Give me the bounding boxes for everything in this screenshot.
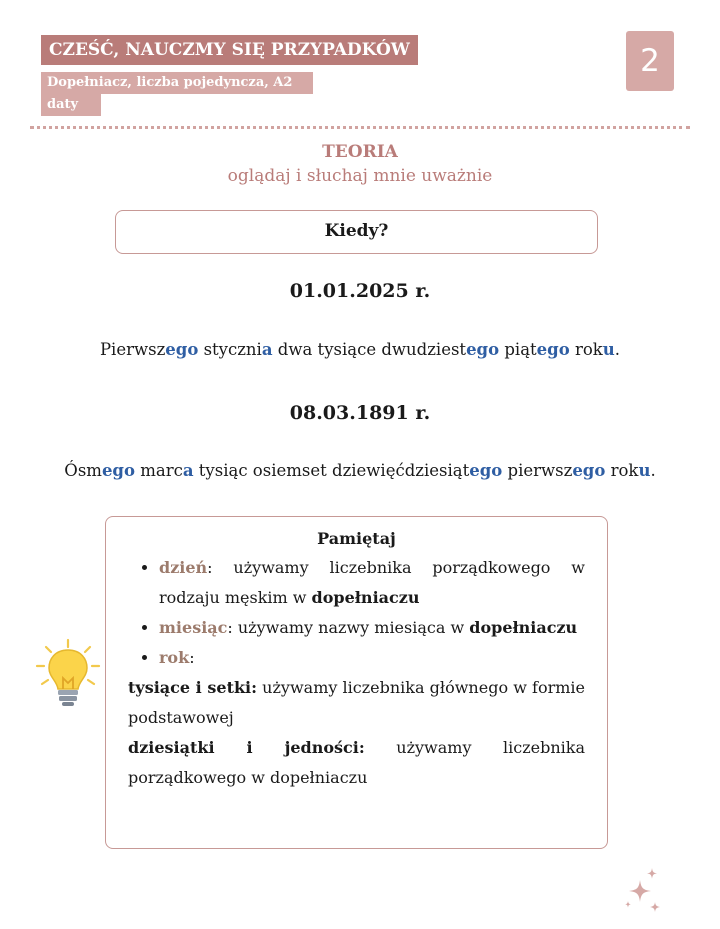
case-ending: ego <box>101 461 135 480</box>
rule-tens-units <box>128 733 585 793</box>
rule-text: : <box>189 648 195 667</box>
rule-thousands-hundreds <box>128 673 585 733</box>
case-ending: ego <box>469 461 503 480</box>
sentence-fragment: rok <box>605 461 639 480</box>
question-label: Kiedy? <box>324 221 389 241</box>
case-ending: a <box>261 340 273 359</box>
case-ending: ego <box>536 340 570 359</box>
rule-keyword: miesiąc <box>159 618 228 637</box>
example-sentence-2 <box>0 461 720 480</box>
page-number: 2 <box>626 31 674 91</box>
rule-year <box>159 643 585 673</box>
example-date-2: 08.03.1891 r. <box>289 402 431 424</box>
case-ending: ego <box>165 340 199 359</box>
lightbulb-icon <box>30 636 106 712</box>
rule-term: dziesiątki i jedności: <box>128 738 365 757</box>
case-ending: ego <box>572 461 606 480</box>
sentence-fragment: piąt <box>499 340 537 359</box>
case-ending: a <box>182 461 194 480</box>
sentence-fragment: dwa tysiące dwudziest <box>272 340 467 359</box>
rules-list <box>128 553 585 673</box>
sentence-fragment: styczni <box>198 340 262 359</box>
case-ending: u <box>638 461 651 480</box>
rule-description: używamy liczebnika porządkowego w dopełniaczu <box>128 738 585 787</box>
rule-description: używamy liczebnika głównego w formie podstawowej <box>128 678 586 727</box>
worksheet-title: CZEŚĆ, NAUCZMY SIĘ PRZYPADKÓW <box>41 35 418 65</box>
sentence-fragment: rok <box>569 340 603 359</box>
rule-text: : używamy liczebnika porządkowego w rodzaju męskim w <box>159 558 585 607</box>
sentence-fragment: pierwsz <box>502 461 573 480</box>
rule-text: : używamy nazwy miesiąca w <box>227 618 470 637</box>
sentence-fragment: Ósm <box>64 461 102 480</box>
question-box <box>115 210 598 254</box>
sentence-fragment: tysiąc osiemset dziewięćdziesiąt <box>193 461 470 480</box>
case-ending: u <box>602 340 615 359</box>
sentence-fragment: . <box>614 340 621 359</box>
section-heading: TEORIA <box>322 142 398 162</box>
remember-box <box>105 516 608 849</box>
worksheet-topic: daty <box>41 94 101 116</box>
rule-term: tysiące i setki: <box>128 678 258 697</box>
sentence-fragment: . <box>650 461 656 480</box>
remember-title: Pamiętaj <box>317 529 396 548</box>
worksheet-subtitle: Dopełniacz, liczba pojedyncza, A2 <box>41 72 313 94</box>
case-ending: ego <box>466 340 500 359</box>
section-subheading: oglądaj i słuchaj mnie uważnie <box>227 166 493 186</box>
dotted-divider <box>30 126 690 129</box>
rule-month <box>159 613 585 643</box>
sparkle-icon <box>622 866 666 916</box>
rule-keyword: rok <box>159 648 190 667</box>
sentence-fragment: marc <box>134 461 183 480</box>
sentence-fragment: Pierwsz <box>99 340 166 359</box>
rule-case: dopełniaczu <box>311 588 420 607</box>
rule-keyword: dzień <box>159 558 208 577</box>
example-date-1: 01.01.2025 r. <box>289 280 431 302</box>
example-sentence-1 <box>0 340 720 359</box>
rule-case: dopełniaczu <box>469 618 578 637</box>
rule-day <box>159 553 585 613</box>
